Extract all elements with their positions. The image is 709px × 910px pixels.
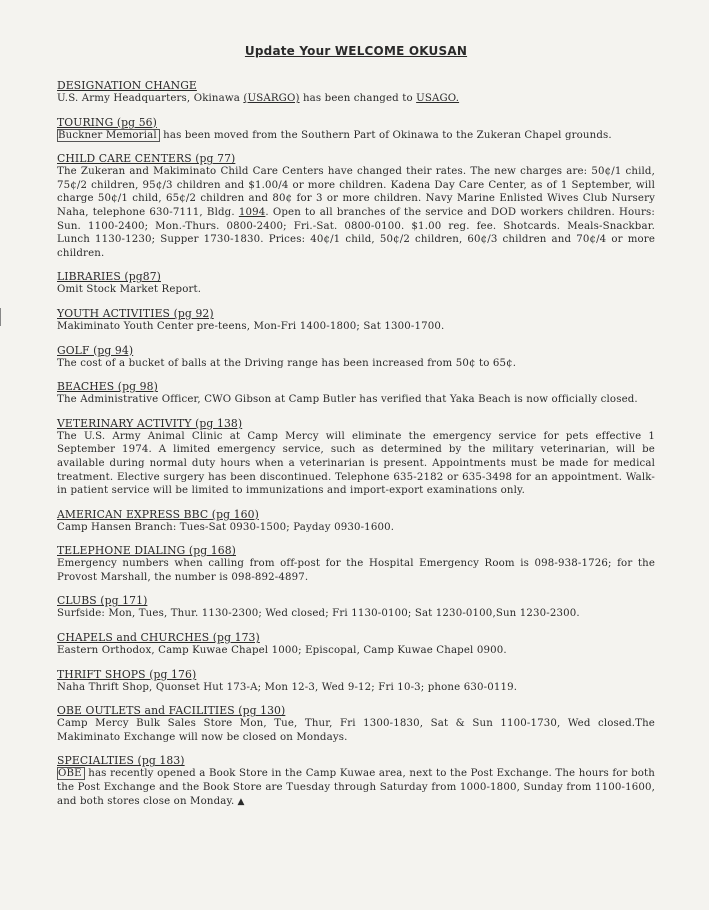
section-heading: CHAPELS and CHURCHES (pg 173) bbox=[57, 631, 260, 645]
section-heading: LIBRARIES (pg87) bbox=[57, 270, 161, 284]
section-child-care-centers bbox=[57, 152, 655, 260]
section-libraries bbox=[57, 270, 655, 297]
section-youth-activities bbox=[57, 307, 655, 334]
margin-mark bbox=[0, 308, 4, 326]
section-heading: VETERINARY ACTIVITY (pg 138) bbox=[57, 416, 243, 430]
page-title: Update Your WELCOME OKUSAN bbox=[244, 44, 468, 58]
section-body: Makiminato Youth Center pre-teens, Mon-Fri 1400-1800; Sat 1300-1700. bbox=[57, 320, 445, 332]
section-body bbox=[57, 129, 655, 143]
section-thrift-shops bbox=[57, 668, 655, 695]
section-heading: THRIFT SHOPS (pg 176) bbox=[57, 667, 197, 681]
section-body bbox=[57, 767, 655, 809]
new-name: USAGO. bbox=[416, 93, 460, 104]
section-body: Eastern Orthodox, Camp Kuwae Chapel 1000; Episcopal, Camp Kuwae Chapel 0900. bbox=[57, 645, 507, 657]
section-beaches bbox=[57, 380, 655, 407]
section-body: Surfside: Mon, Tues, Thur. 1130-2300; Wed closed; Fri 1130-0100; Sat 1230-0100,Sun 1230-2300. bbox=[57, 608, 580, 620]
section-body: Emergency numbers when calling from off-post for the Hospital Emergency Room is 098-938-1726; for the Provost Marshall, the number is 098-892-4897. bbox=[57, 558, 655, 583]
boxed-name: Buckner Memorial bbox=[57, 129, 160, 142]
section-clubs bbox=[57, 594, 655, 621]
old-name: (USARGO) bbox=[243, 93, 300, 104]
section-telephone-dialing bbox=[57, 544, 655, 584]
body-text: U.S. Army Headquarters, Okinawa bbox=[57, 93, 244, 104]
section-heading: TELEPHONE DIALING (pg 168) bbox=[57, 544, 236, 558]
section-body: Naha Thrift Shop, Quonset Hut 173-A; Mon 12-3, Wed 9-12; Fri 10-3; phone 630-0119. bbox=[57, 681, 518, 693]
section-golf bbox=[57, 344, 655, 371]
section-obe-outlets bbox=[57, 704, 655, 744]
section-body: The cost of a bucket of balls at the Driving range has been increased from 50¢ to 65¢. bbox=[57, 357, 517, 369]
end-mark-icon: ▲ bbox=[237, 796, 245, 807]
section-heading: AMERICAN EXPRESS BBC (pg 160) bbox=[57, 507, 259, 521]
section-body: The Administrative Officer, CWO Gibson at Camp Butler has verified that Yaka Beach is now officially closed. bbox=[57, 394, 638, 406]
section-heading: OBE OUTLETS and FACILITIES (pg 130) bbox=[57, 704, 286, 718]
section-body: The U.S. Army Animal Clinic at Camp Mercy will eliminate the emergency service for pets effective 1 September 1974. A limited emergency service, such as determined by the military veterinarian, will be available during normal duty hours when a veterinarian is present. Appointments must be made for medical treatment. Elective surgery has been discontinued. Telephone 635-2182 or 635-3498 for an appointment. Walk-in patient service will be limited to immunizations and import-export examinations only. bbox=[57, 430, 655, 497]
section-heading: BEACHES (pg 98) bbox=[57, 380, 158, 394]
section-body bbox=[57, 165, 655, 260]
body-text: has been moved from the Southern Part of Okinawa to the Zukeran Chapel grounds. bbox=[159, 129, 612, 141]
boxed-name: OBE bbox=[57, 767, 85, 780]
body-text: has recently opened a Book Store in the Camp Kuwae area, next to the Post Exchange. The hours for both the Post Exchange and the Book Store are Tuesday through Saturday from 1000-1800, Sunday from 1100-1600, and both stores close on Monday. bbox=[57, 768, 655, 807]
section-heading: YOUTH ACTIVITIES (pg 92) bbox=[57, 306, 214, 320]
section-chapels-churches bbox=[57, 631, 655, 658]
section-designation-change bbox=[57, 79, 655, 106]
section-heading: DESIGNATION CHANGE bbox=[57, 79, 197, 92]
body-text: . Open to all branches of the service and DOD workers children. Hours: Sun. 1100-2400; Mon.-Thurs. 0800-2400; Fri.-Sat. 0800-0100. $1.00 reg. fee. Shotcards. Meals-Snackbar. Lunch 1130-1230; Supper 1730-1830. Prices: 40¢/1 child, 50¢/2 children, 60¢/3 children and 70¢/4 or more children. bbox=[57, 206, 655, 259]
section-specialties bbox=[57, 754, 655, 809]
section-body: Omit Stock Market Report. bbox=[57, 284, 202, 296]
section-touring bbox=[57, 116, 655, 143]
section-body bbox=[57, 92, 655, 106]
section-heading: TOURING (pg 56) bbox=[57, 115, 157, 129]
section-veterinary-activity bbox=[57, 417, 655, 498]
section-american-express bbox=[57, 508, 655, 535]
section-heading: CLUBS (pg 171) bbox=[57, 594, 148, 608]
section-heading: CHILD CARE CENTERS (pg 77) bbox=[57, 152, 236, 166]
section-heading: SPECIALTIES (pg 183) bbox=[57, 754, 185, 768]
section-body: Camp Mercy Bulk Sales Store Mon, Tue, Thur, Fri 1300-1830, Sat & Sun 1100-1730, Wed closed.The Makiminato Exchange will now be closed on Mondays. bbox=[57, 718, 655, 743]
body-text: has been changed to bbox=[299, 93, 417, 104]
section-body: Camp Hansen Branch: Tues-Sat 0930-1500; Payday 0930-1600. bbox=[57, 521, 395, 533]
body-text: The Zukeran and Makiminato Child Care Centers have changed their rates. The new charges are: 50¢/1 child, 75¢/2 children, 95¢/3 children and $1.00/4 or more children. Kadena Day Care Center, as of 1 September, will charge 50¢/1 child, 65¢/2 children and 80¢ for 3 or more children. Navy Marine Enlisted Wives Club Nursery Naha, telephone 630-7111, Bldg. bbox=[57, 166, 655, 218]
building-number: 1094 bbox=[238, 206, 266, 218]
section-heading: GOLF (pg 94) bbox=[57, 343, 134, 357]
